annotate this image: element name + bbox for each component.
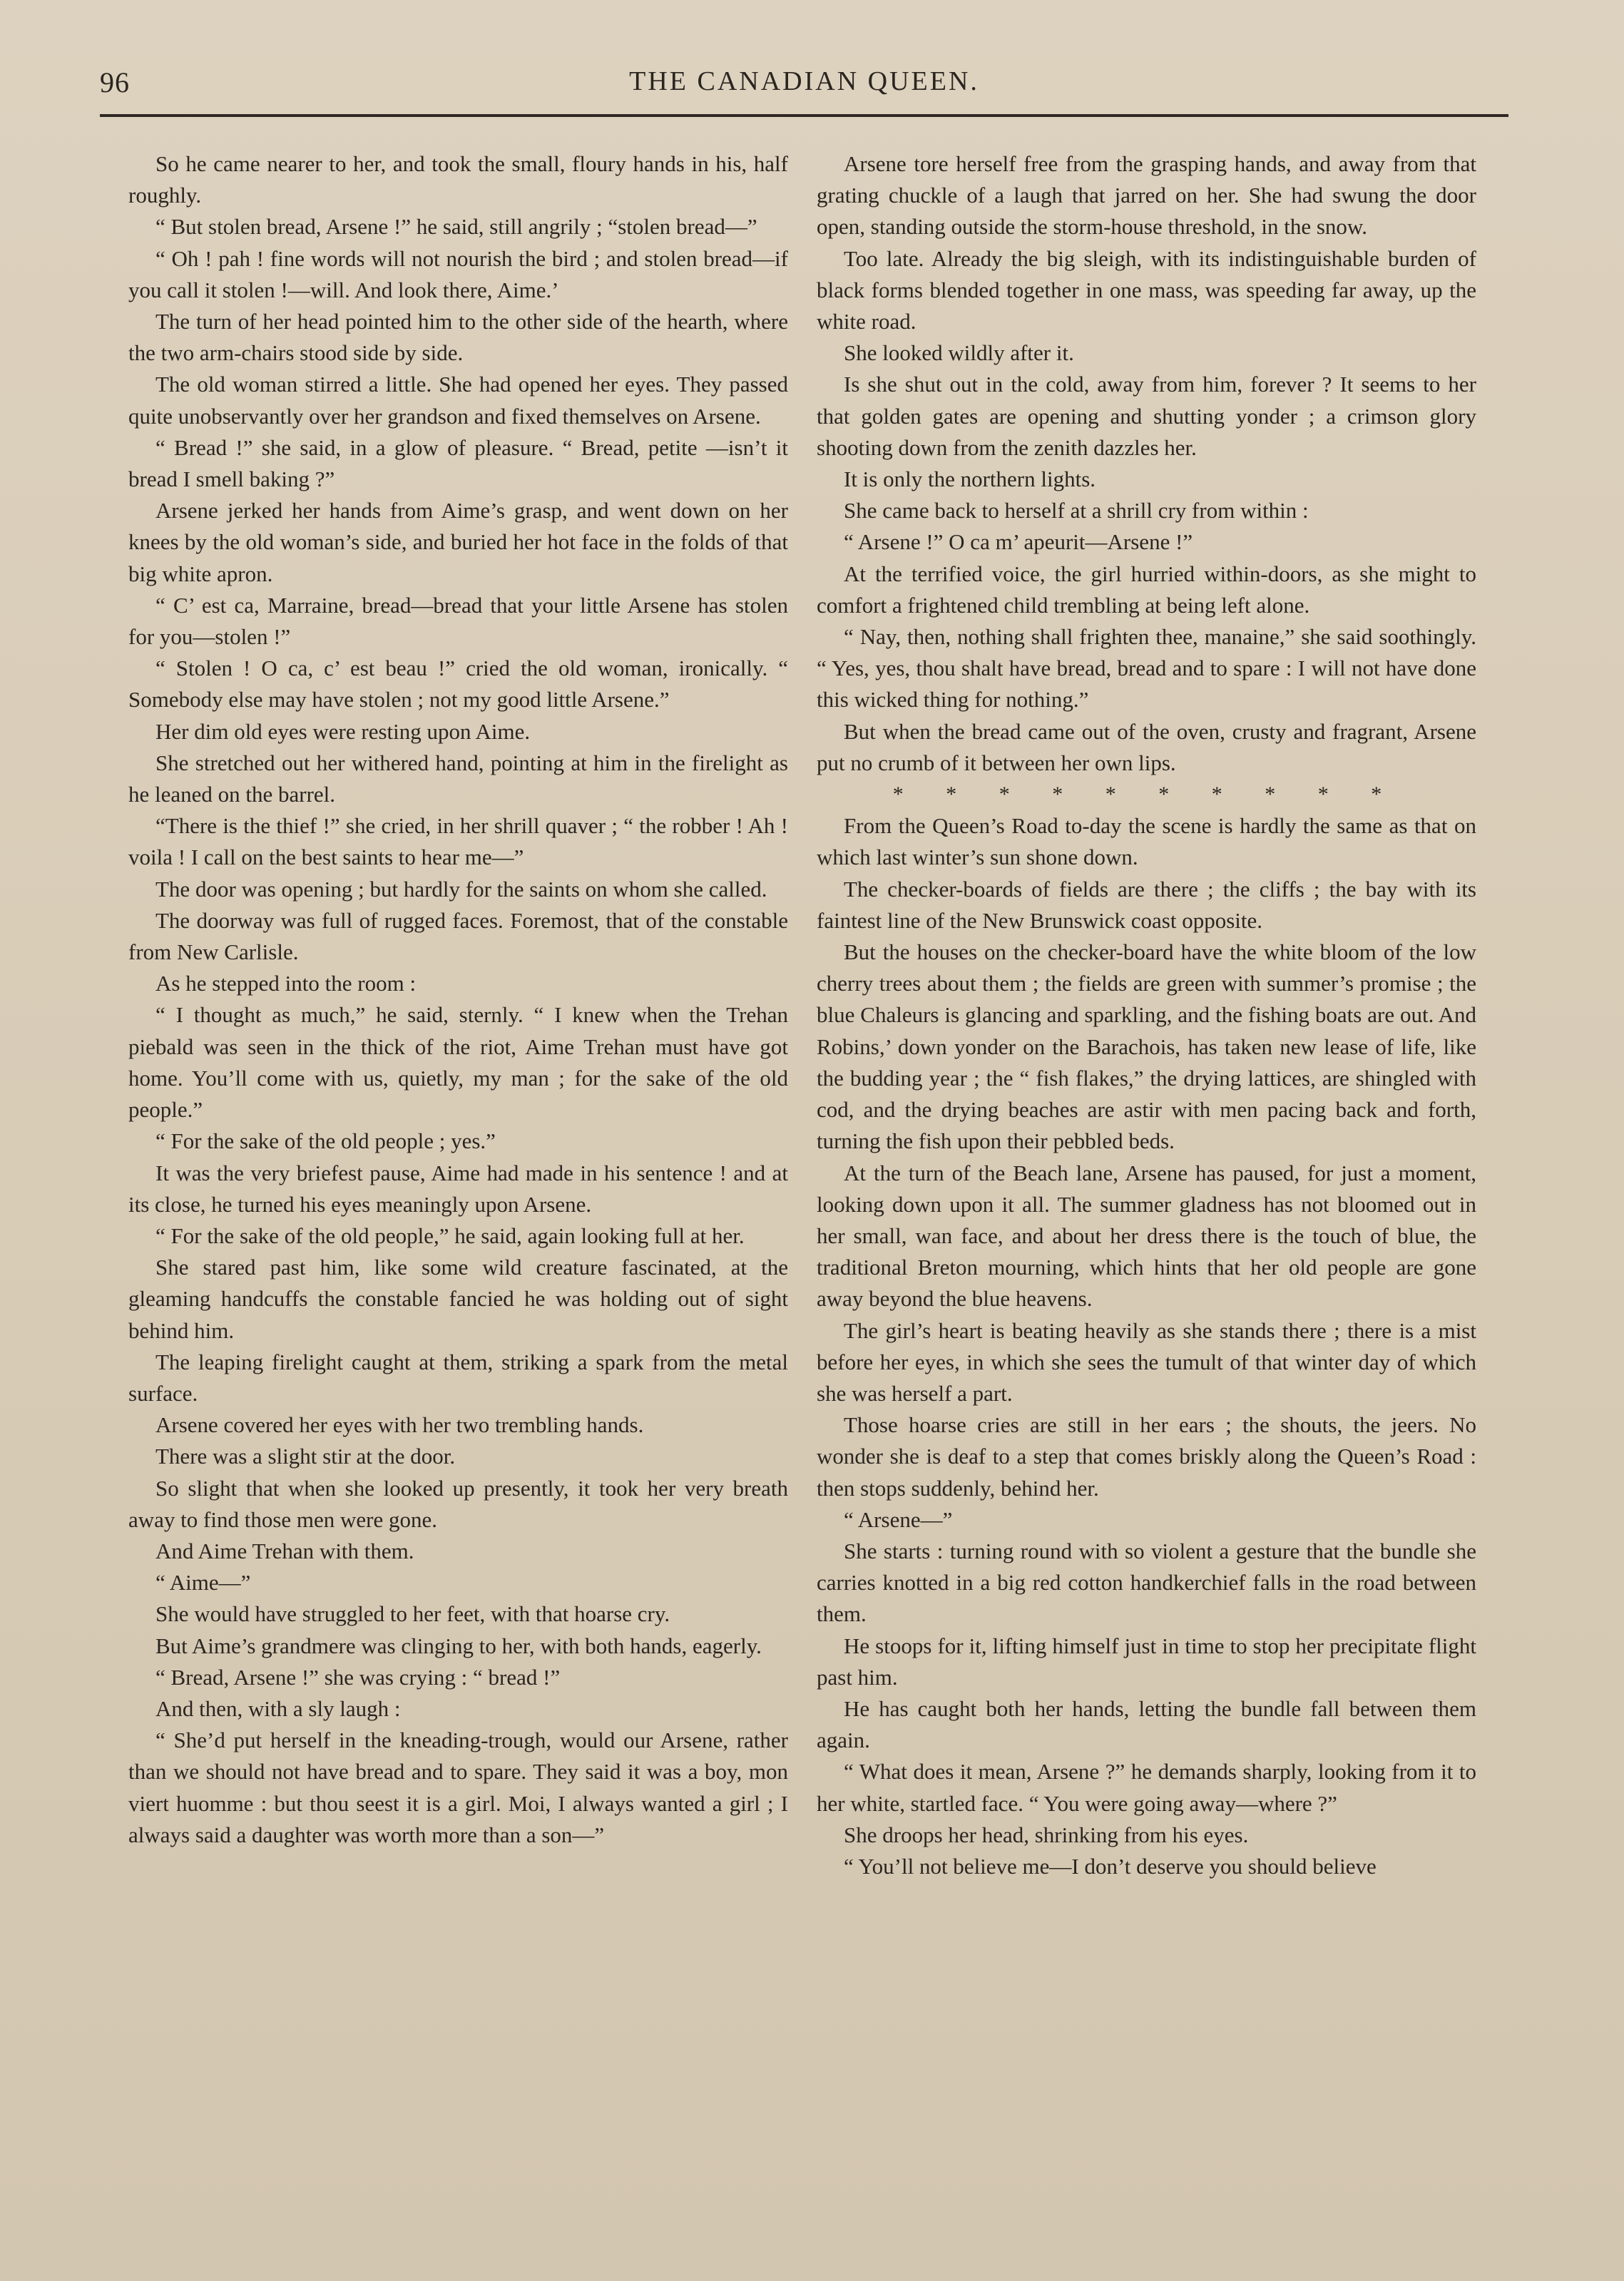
- running-title: THE CANADIAN QUEEN.: [629, 66, 979, 96]
- paragraph: “ Oh ! pah ! fine words will not nourish the bird ; and stolen bread—if you call it stolen !—will. And look there, Aime.’: [128, 245, 788, 302]
- paragraph: She looked wildly after it.: [844, 340, 1074, 366]
- paragraph: She starts : turning round with so violent a gesture that the bundle she carries knotted in a big red cotton handkerchief falls in the road between them.: [817, 1538, 1476, 1627]
- paragraph: So he came nearer to her, and took the small, floury hands in his, half roughly.: [128, 151, 788, 208]
- paragraph: It was the very briefest pause, Aime had made in his sentence ! and at its close, he turned his eyes meaningly upon Arsene.: [128, 1160, 788, 1217]
- paragraph: As he stepped into the room :: [155, 971, 417, 996]
- paragraph: Her dim old eyes were resting upon Aime.: [155, 718, 531, 744]
- paragraph: “ I thought as much,” he said, sternly. “ I knew when the Trehan piebald was seen in the thick of the riot, Aime Trehan must have got home. You’ll come with us, quietly, my man ; for the sake of the old people.”: [128, 1002, 788, 1123]
- paragraph: She stretched out her withered hand, pointing at him in the firelight as he leaned on the barrel.: [128, 750, 788, 807]
- paragraph: “ For the sake of the old people ; yes.”: [155, 1128, 496, 1154]
- paragraph: And Aime Trehan with them.: [155, 1538, 414, 1563]
- paragraph: He stoops for it, lifting himself just in time to stop her precipitate flight past him.: [817, 1633, 1476, 1690]
- left-column: [128, 148, 788, 2131]
- right-column: [817, 148, 1476, 2131]
- paragraph: “There is the thief !” she cried, in her shrill quaver ; “ the robber ! Ah ! voila ! I call on the best saints to hear me—”: [128, 813, 788, 870]
- paragraph: From the Queen’s Road to-day the scene is hardly the same as that on which last winter’s sun shone down.: [817, 813, 1476, 870]
- paragraph: The turn of her head pointed him to the other side of the hearth, where the two arm-chairs stood side by side.: [128, 309, 788, 366]
- paragraph: She stared past him, like some wild creature fascinated, at the gleaming handcuffs the constable fancied he was holding out of sight behind him.: [128, 1255, 788, 1343]
- paragraph: “ C’ est ca, Marraine, bread—bread that your little Arsene has stolen for you—stolen !”: [128, 592, 788, 650]
- paragraph: And then, with a sly laugh :: [155, 1695, 401, 1721]
- paragraph: He has caught both her hands, letting the bundle fall between them again.: [817, 1695, 1476, 1753]
- paragraph: Those hoarse cries are still in her ears ; the shouts, the jeers. No wonder she is deaf to a step that comes briskly along the Queen’s Road : then stops suddenly, behind her.: [817, 1412, 1476, 1501]
- paragraph: “ Nay, then, nothing shall frighten thee, manaine,” she said soothingly. “ Yes, yes, thou shalt have bread, bread and to spare : I will not have done this wicked thing for nothing.”: [817, 624, 1476, 713]
- paragraph: Too late. Already the big sleigh, with its indistinguishable burden of black forms blended together in one mass, was speeding far away, up the white road.: [817, 245, 1476, 335]
- paragraph: “ Bread, Arsene !” she was crying : “ bread !”: [155, 1664, 561, 1690]
- paragraph: The leaping firelight caught at them, striking a spark from the metal surface.: [128, 1349, 788, 1406]
- paragraph: The door was opening ; but hardly for the saints on whom she called.: [155, 876, 767, 902]
- paragraph: “ She’d put herself in the kneading-trough, would our Arsene, rather than we should not have bread and to spare. They said it was a boy, mon viert huomme : but thou seest it is a girl. Moi, I always wanted a girl ; I always said a daughter was worth more than a son—”: [128, 1728, 788, 1847]
- paragraph: But when the bread came out of the oven, crusty and fragrant, Arsene put no crumb of it between her own lips.: [817, 718, 1476, 775]
- paragraph: “ Stolen ! O ca, c’ est beau !” cried the old woman, ironically. “ Somebody else may have stolen ; not my good little Arsene.”: [128, 655, 788, 713]
- page-header: [100, 57, 1508, 107]
- paragraph: She droops her head, shrinking from his eyes.: [844, 1822, 1249, 1847]
- paragraph: “ But stolen bread, Arsene !” he said, still angrily ; “stolen bread—”: [155, 214, 757, 240]
- paragraph: The old woman stirred a little. She had opened her eyes. They passed quite unobservantly over her grandson and fixed themselves on Arsene.: [128, 372, 788, 429]
- paragraph: The doorway was full of rugged faces. Foremost, that of the constable from New Carlisle.: [128, 907, 788, 965]
- paragraph: “ Aime—”: [155, 1570, 251, 1596]
- paragraph: The checker-boards of fields are there ; the cliffs ; the bay with its faintest line of the New Brunswick coast opposite.: [817, 876, 1476, 933]
- paragraph: Arsene tore herself free from the grasping hands, and away from that grating chuckle of a laugh that jarred on her. She had swung the door open, standing outside the storm-house threshold, in the snow.: [817, 151, 1476, 240]
- paragraph: At the terrified voice, the girl hurried within-doors, as she might to comfort a frightened child trembling at being left alone.: [817, 561, 1476, 618]
- paragraph: Is she shut out in the cold, away from him, forever ? It seems to her that golden gates are opening and shutting yonder ; a crimson glory shooting down from the zenith dazzles her.: [817, 372, 1476, 460]
- paragraph: “ What does it mean, Arsene ?” he demands sharply, looking from it to her white, startled face. “ You were going away—where ?”: [817, 1759, 1476, 1816]
- paragraph: “ Arsene—”: [844, 1506, 953, 1532]
- paragraph: But Aime’s grandmere was clinging to her, with both hands, eagerly.: [155, 1633, 762, 1658]
- paragraph: She came back to herself at a shrill cry from within :: [844, 498, 1309, 524]
- paragraph: But the houses on the checker-board have the white bloom of the low cherry trees about them ; the fields are green with summer’s promise ; the blue Chaleurs is glancing and sparkling, and the fishing boats are out. And Robins,’ down yonder on the Barachois, has taken new lease of life, like the budding year ; the “ fish flakes,” the drying lattices, are shingled with cod, and the drying beaches are astir with men pacing back and forth, turning the fish upon their pebbled beds.: [817, 939, 1476, 1154]
- paragraph: Arsene jerked her hands from Aime’s grasp, and went down on her knees by the old woman’s side, and buried her hot face in the folds of that big white apron.: [128, 498, 788, 586]
- paragraph: So slight that when she looked up presently, it took her very breath away to find those men were gone.: [128, 1475, 788, 1532]
- paragraph: Arsene covered her eyes with her two trembling hands.: [155, 1412, 644, 1438]
- paragraph: “ Bread !” she said, in a glow of pleasure. “ Bread, petite —isn’t it bread I smell baking ?”: [128, 434, 788, 492]
- paragraph: “ For the sake of the old people,” he said, again looking full at her.: [155, 1223, 745, 1248]
- page-number: 96: [100, 66, 130, 98]
- paragraph: “ Arsene !” O ca m’ apeurit—Arsene !”: [844, 529, 1193, 555]
- paragraph: There was a slight stir at the door.: [155, 1444, 456, 1469]
- paragraph: “ You’ll not believe me—I don’t deserve you should believe: [844, 1853, 1377, 1879]
- paragraph: It is only the northern lights.: [844, 466, 1096, 492]
- header-rule: [100, 114, 1508, 117]
- paragraph: The girl’s heart is beating heavily as she stands there ; there is a mist before her eyes, in which she sees the tumult of that winter day of which she was herself a part.: [817, 1317, 1476, 1406]
- paragraph: She would have struggled to her feet, with that hoarse cry.: [155, 1601, 670, 1627]
- section-break: * * * * * * * * * *: [892, 782, 1401, 807]
- paragraph: At the turn of the Beach lane, Arsene has paused, for just a moment, looking down upon it all. The summer gladness has not bloomed out in her small, wan face, and about her dress there is the touch of blue, the traditional Breton mourning, which hints that her old people are gone away beyond the blue heavens.: [817, 1160, 1476, 1312]
